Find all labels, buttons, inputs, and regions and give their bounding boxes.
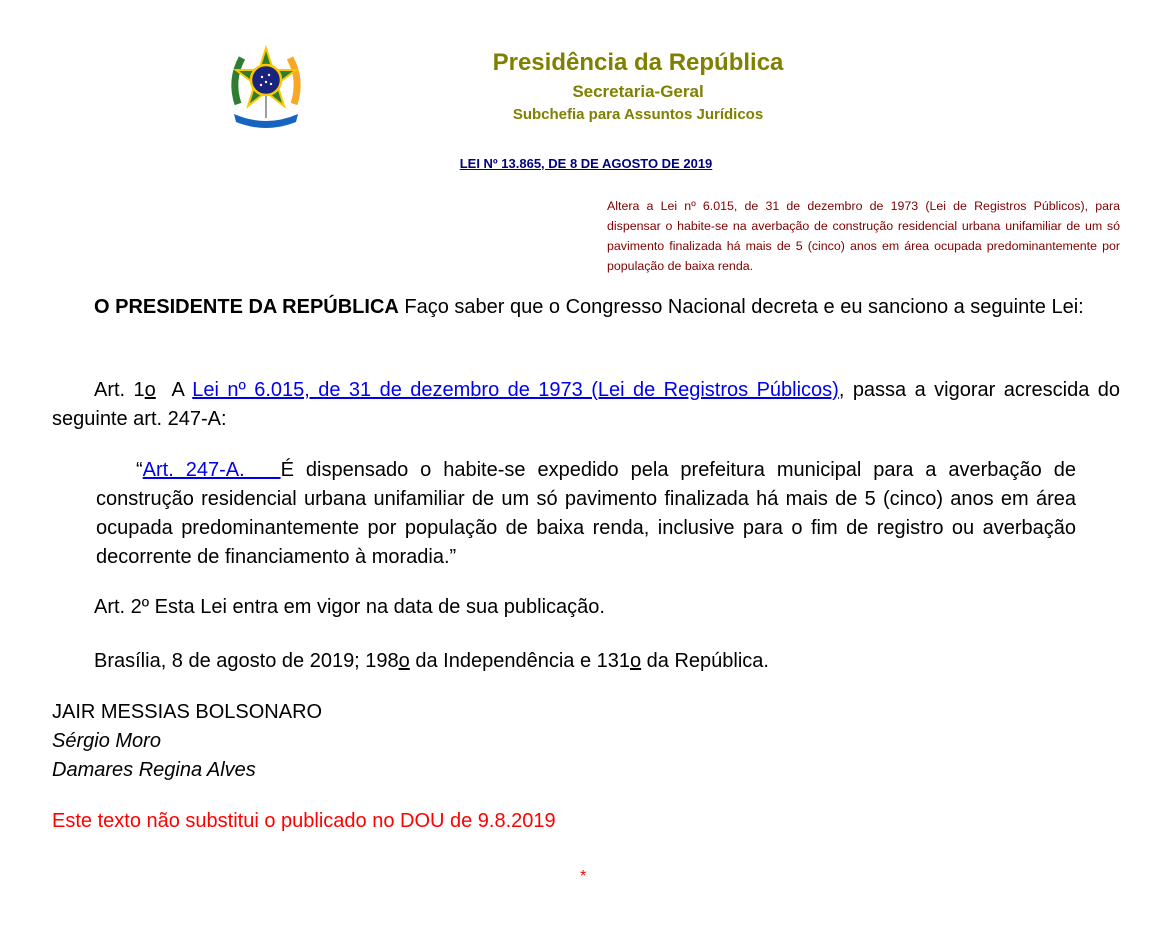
closing-part-1: Brasília, 8 de agosto de 2019; 198 (94, 650, 399, 672)
article-247a-text: É dispensado o habite-se expedido pela prefeitura municipal para a averbação de construção residencial urbana unifamiliar de um só pavimento finalizada há mais de 5 (cinco) anos em área ocupada predominantemente por população de baixa renda, inclusive para o fim de registro ou averbação decorrente de financiamento à moradia.” (96, 459, 1077, 568)
header-subtitle-secretaria: Secretaria-Geral (572, 82, 704, 101)
closing-part-3: da República. (641, 650, 769, 672)
law-6015-link[interactable]: Lei nº 6.015, de 31 de dezembro de 1973 (Lei de Registros Públicos) (192, 379, 839, 401)
law-title-link[interactable]: LEI Nº 13.865, DE 8 DE AGOSTO DE 2019 (459, 156, 713, 171)
article-247a-link[interactable]: Art. 247-A. (142, 459, 281, 481)
article-1-pre-link: A (155, 379, 193, 401)
closing-ordinal-2: o (630, 650, 642, 672)
header-title: Presidência da República (492, 49, 784, 76)
header-subtitle-subchefia: Subchefia para Assuntos Jurídicos (512, 106, 764, 123)
law-ementa: Altera a Lei nº 6.015, de 31 de dezembro de 1973 (Lei de Registros Públicos), para dispensar o habite-se na averbação de construção residencial urbana unifamiliar de um só pavimento finalizada há mais de 5 (cinco) anos em área ocupada predominantemente por população de baixa renda. (607, 199, 1120, 273)
preamble-paragraph (52, 293, 1120, 322)
article-1-paragraph (52, 376, 1120, 434)
article-247a-quote (96, 456, 1076, 572)
closing-part-2: da Independência e 131 (409, 650, 630, 672)
closing-paragraph (52, 647, 1120, 676)
signature-president: JAIR MESSIAS BOLSONARO (52, 701, 323, 723)
footnote-mark: * (580, 868, 587, 885)
closing-ordinal-1: o (398, 650, 410, 672)
disclaimer-text: Este texto não substitui o publicado no DOU de 9.8.2019 (52, 810, 556, 832)
signature-minister-1: Sérgio Moro (52, 730, 161, 752)
article-2-paragraph: Art. 2º Esta Lei entra em vigor na data de sua publicação. (94, 596, 605, 618)
preamble-text: Faço saber que o Congresso Nacional decreta e eu sanciono a seguinte Lei: (398, 296, 1084, 318)
article-1-prefix: Art. 1 (94, 379, 145, 401)
signature-minister-2: Damares Regina Alves (52, 759, 256, 781)
quote-open-mark: “ (136, 459, 143, 481)
article-1-ordinal: o (144, 379, 156, 401)
preamble-bold: O PRESIDENTE DA REPÚBLICA (94, 296, 399, 318)
article-1-suffix: , passa a vigorar acrescida do seguinte art. 247-A: (52, 379, 1120, 430)
